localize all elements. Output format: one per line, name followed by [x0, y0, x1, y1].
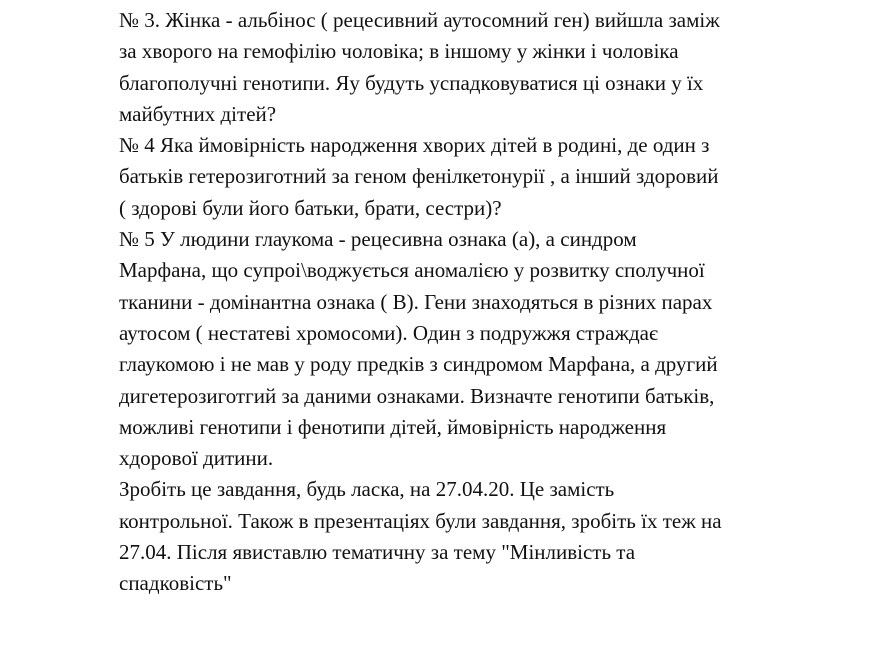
task-4-line-1: № 4 Яка ймовірність народження хворих дітей в родині, де один з: [119, 133, 710, 158]
document-text: [119, 5, 819, 600]
task-5-line-6: дигетерозиготгий за даними ознаками. Визначте генотипи батьків,: [119, 383, 715, 408]
note-line-2: контрольної. Також в презентаціях були завдання, зробіть їх теж на: [119, 508, 722, 533]
task-5-line-8: хдорової дитини.: [119, 446, 274, 471]
note-line-4: спадковість": [119, 571, 232, 596]
task-3-line-3: благополучні генотипи. Яу будуть успадковуватися ці ознаки у їх: [119, 70, 704, 95]
task-5-line-7: можливі генотипи і фенотипи дітей, ймовірність народження: [119, 414, 667, 439]
note-line-1: Зробіть це завдання, будь ласка, на 27.04.20. Це замість: [119, 477, 615, 502]
task-5-line-3: тканини - домінантна ознака ( В). Гени знаходяться в різних парах: [119, 289, 713, 314]
task-3-line-2: за хворого на гемофілію чоловіка; в іншому у жінки і чоловіка: [119, 39, 679, 64]
task-5-line-5: глаукомою і не мав у роду предків з синдромом Марфана, а другий: [119, 352, 718, 377]
note-line-3: 27.04. Після явиставлю тематичну за тему "Мінливість та: [119, 540, 636, 565]
task-3-line-4: майбутних дітей?: [119, 101, 277, 126]
task-4-line-3: ( здорові були його батьки, брати, сестри)?: [119, 195, 502, 220]
task-5-line-1: № 5 У людини глаукома - рецесивна ознака (а), а синдром: [119, 227, 637, 252]
task-3-line-1: № 3. Жінка - альбінос ( рецесивний аутосомний ген) вийшла заміж: [119, 8, 720, 32]
task-5-line-2: Марфана, що супроі\воджується аномалією у розвитку сполучної: [119, 258, 705, 283]
task-5-line-4: аутосом ( нестатеві хромосоми). Один з подружжя страждає: [119, 320, 658, 345]
task-4-line-2: батьків гетерозиготний за геном фенілкетонурії , а інший здоровий: [119, 164, 719, 189]
